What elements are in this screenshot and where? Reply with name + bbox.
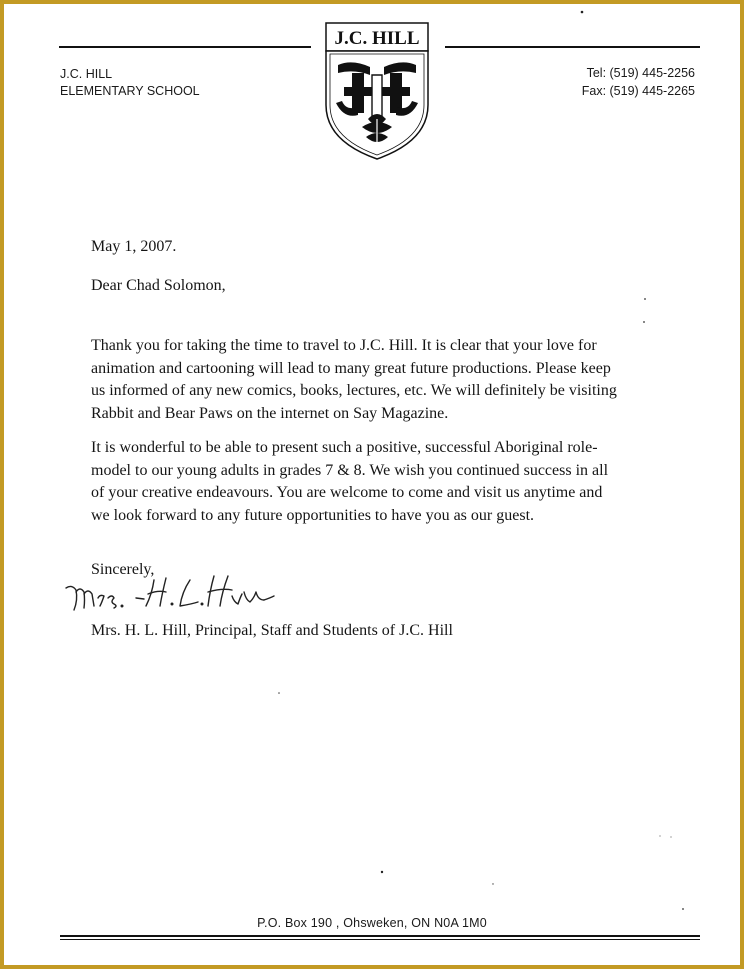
letter-page [4,4,740,965]
letter-closing: Sincerely, [91,561,155,578]
crest-title: J.C. HILL [334,28,420,49]
school-name-line1: J.C. HILL [60,67,113,81]
telephone-number: Tel: (519) 445-2256 [586,66,695,80]
paragraph-1-line: Thank you for taking the time to travel to J.C. Hill. It is clear that your love for [91,337,597,354]
scan-specks [4,4,740,965]
paragraph-1-line: Rabbit and Bear Paws on the internet on Say Magazine. [91,404,449,422]
paragraph-2-line: of your creative endeavours. You are welcome to come and visit us anytime and [91,484,603,501]
footer-rule-bottom [60,939,700,940]
paragraph-2-line: model to our young adults in grades 7 & 8. We wish you continued success in all [91,461,609,479]
fax-number: Fax: (519) 445-2265 [581,84,695,98]
school-name-line2: ELEMENTARY SCHOOL [60,84,200,98]
footer-address: P.O. Box 190 , Ohsweken, ON N0A 1M0 [257,916,487,930]
paragraph-1-line: us informed of any new comics, books, lectures, etc. We will definitely be visiting [91,382,617,399]
signer-line: Mrs. H. L. Hill, Principal, Staff and Students of J.C. Hill [91,622,453,639]
paragraph-1-line: animation and cartooning will lead to many great future productions. Please keep [91,359,611,377]
paragraph-2-line: we look forward to any future opportunities to have you as our guest. [91,506,535,524]
paragraph-2-line: It is wonderful to be able to present such a positive, successful Aboriginal role- [91,439,598,456]
letter-date: May 1, 2007. [91,238,177,255]
footer-rule-top [60,935,700,937]
letter-greeting: Dear Chad Solomon, [91,277,226,294]
